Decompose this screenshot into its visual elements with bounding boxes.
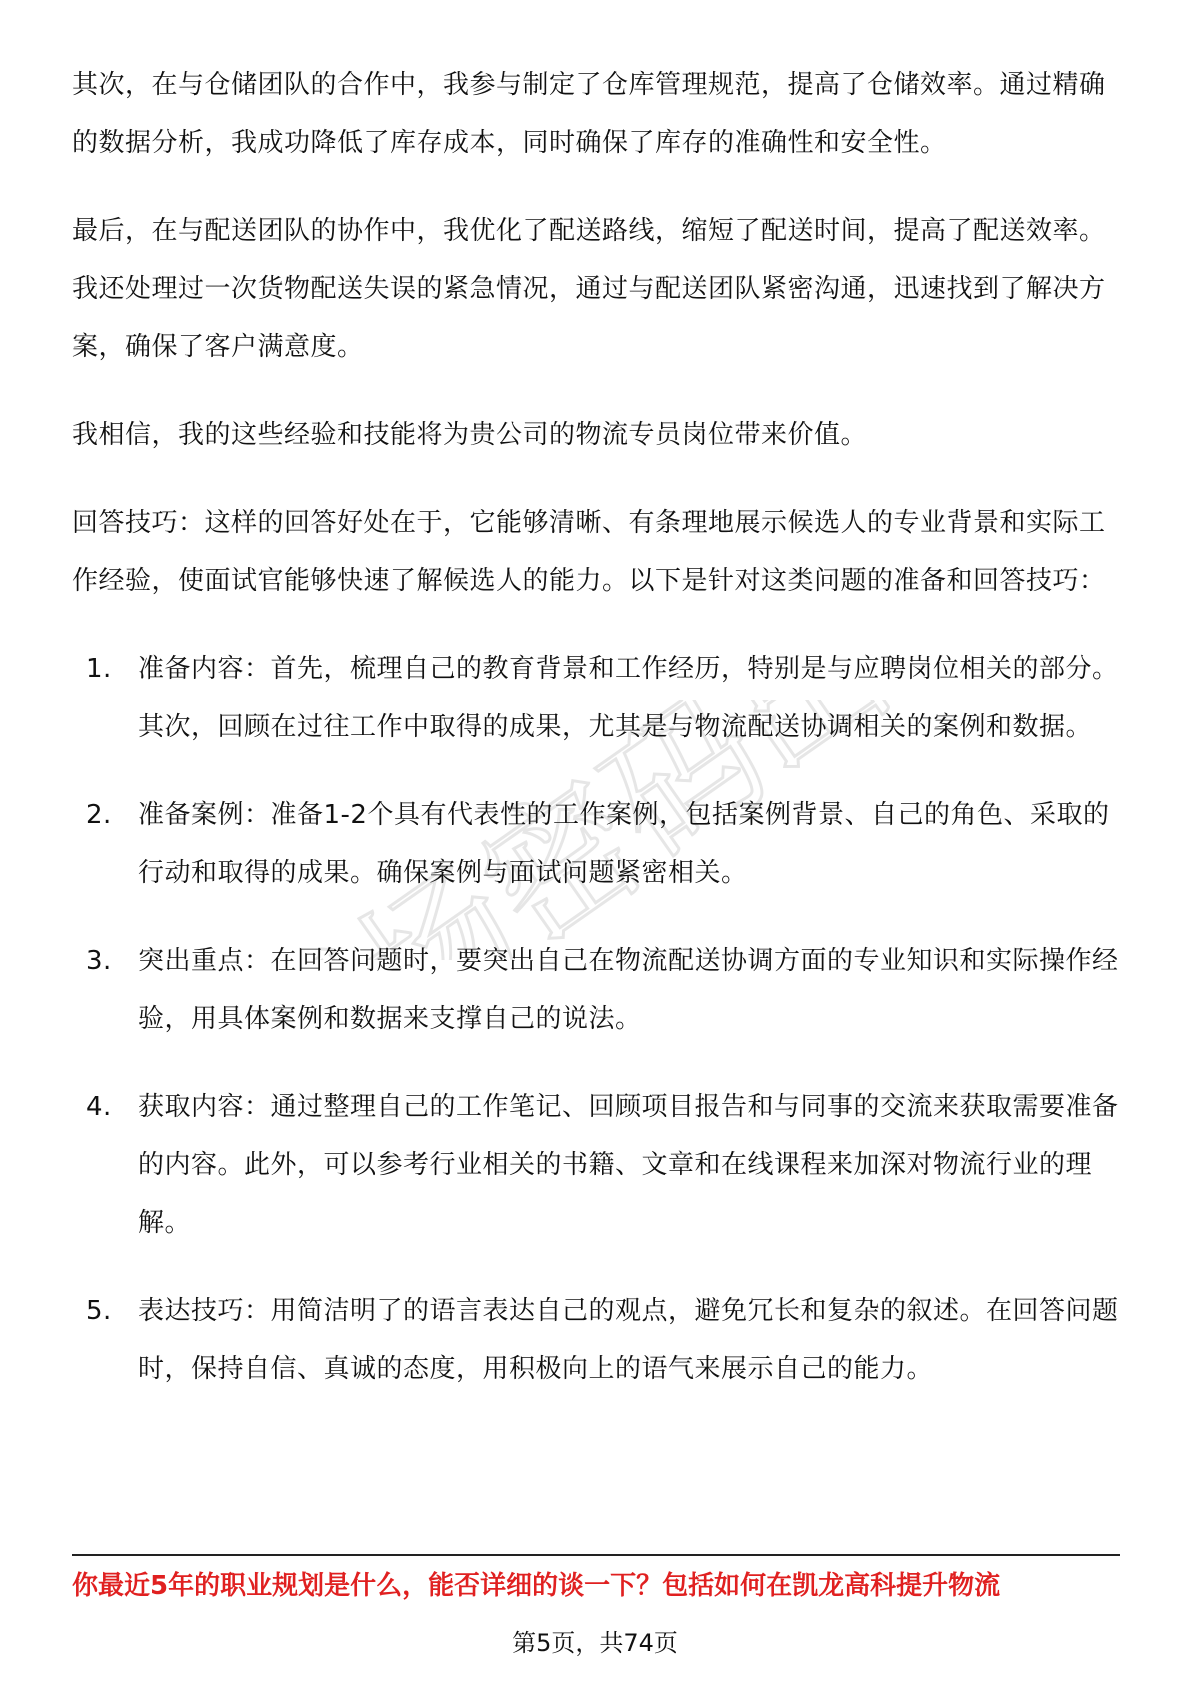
list-item — [72, 1078, 1120, 1252]
list-item — [72, 1282, 1120, 1398]
list-item-text: 准备案例：准备1-2个具有代表性的工作案例，包括案例背景、自己的角色、采取的行动和取得的成果。确保案例与面试问题紧密相关。 — [138, 800, 1110, 888]
section-divider — [72, 1554, 1120, 1556]
list-item-number: 2. — [86, 800, 112, 830]
list-item-number: 4. — [86, 1092, 112, 1122]
page-number-footer: 第5页，共74页 — [512, 1629, 678, 1657]
list-item — [72, 932, 1120, 1048]
list-item-number: 5. — [86, 1296, 112, 1326]
list-item-number: 1. — [86, 654, 112, 684]
paragraph-warehouse: 其次，在与仓储团队的合作中，我参与制定了仓库管理规范，提高了仓储效率。通过精确的数据分析，我成功降低了库存成本，同时确保了库存的准确性和安全性。 — [72, 70, 1106, 158]
list-item-text: 突出重点：在回答问题时，要突出自己在物流配送协调方面的专业知识和实际操作经验，用具体案例和数据来支撑自己的说法。 — [138, 946, 1119, 1034]
document-body — [72, 56, 1120, 1428]
list-item-text: 准备内容：首先，梳理自己的教育背景和工作经历，特别是与应聘岗位相关的部分。其次，回顾在过往工作中取得的成果，尤其是与物流配送协调相关的案例和数据。 — [138, 654, 1119, 742]
paragraph-conclusion: 我相信，我的这些经验和技能将为贵公司的物流专员岗位带来价值。 — [72, 420, 868, 450]
next-question-heading: 你最近5年的职业规划是什么，能否详细的谈一下？包括如何在凯龙高科提升物流 — [72, 1571, 1001, 1601]
list-item-text: 表达技巧：用简洁明了的语言表达自己的观点，避免冗长和复杂的叙述。在回答问题时，保持自信、真诚的态度，用积极向上的语气来展示自己的能力。 — [138, 1296, 1119, 1384]
tips-list — [72, 640, 1120, 1398]
list-item — [72, 786, 1120, 902]
paragraph-answer-tips: 回答技巧：这样的回答好处在于，它能够清晰、有条理地展示候选人的专业背景和实际工作经验，使面试官能够快速了解候选人的能力。以下是针对这类问题的准备和回答技巧： — [72, 508, 1106, 596]
paragraph-delivery: 最后，在与配送团队的协作中，我优化了配送路线，缩短了配送时间，提高了配送效率。我还处理过一次货物配送失误的紧急情况，通过与配送团队紧密沟通，迅速找到了解决方案，确保了客户满意度。 — [72, 216, 1106, 362]
list-item-text: 获取内容：通过整理自己的工作笔记、回顾项目报告和与同事的交流来获取需要准备的内容。此外，可以参考行业相关的书籍、文章和在线课程来加深对物流行业的理解。 — [138, 1092, 1119, 1238]
list-item — [72, 640, 1120, 756]
list-item-number: 3. — [86, 946, 112, 976]
